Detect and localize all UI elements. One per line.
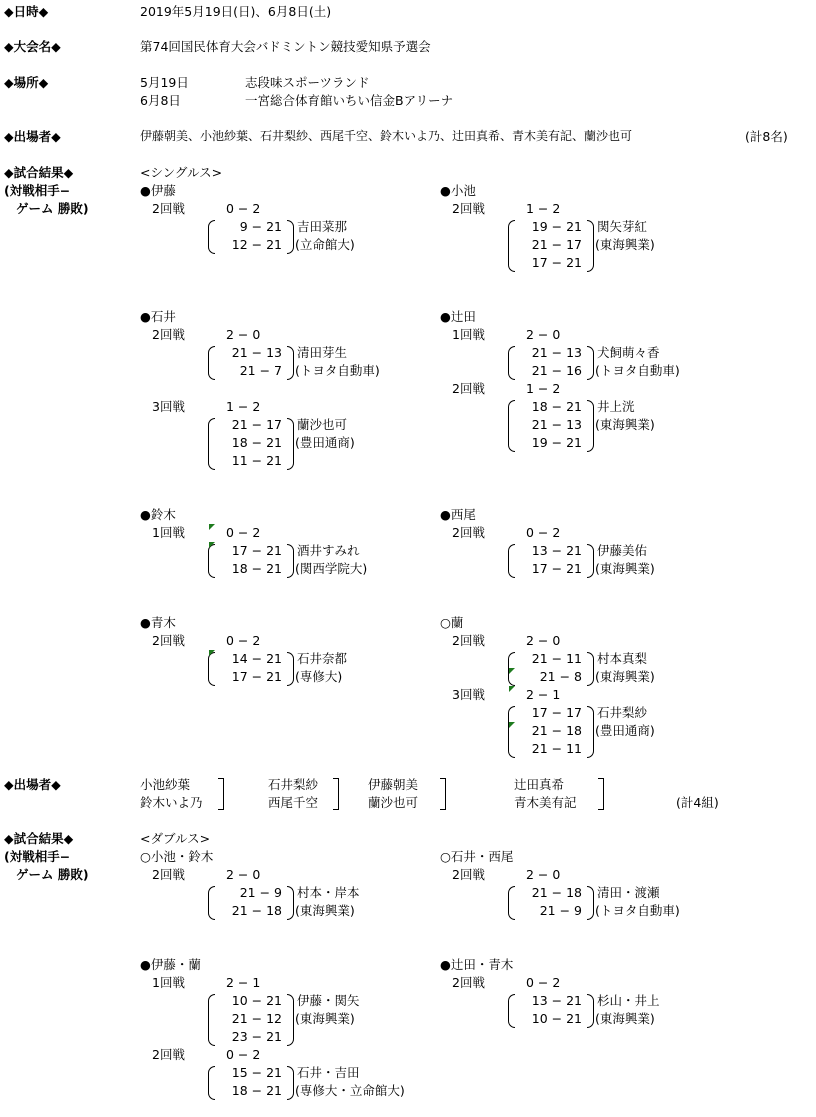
score-bracket-right [587,220,594,272]
round-label: 2回戦 [452,381,485,396]
match-result: 2 − 0 [226,327,261,342]
game-score: 21 − 18 [231,903,282,918]
pair-player: 鈴木いよ乃 [140,795,203,810]
comment-marker-icon [209,650,215,656]
comment-marker-icon [209,542,215,548]
opponent-name: 清田・渡瀬 [597,885,660,900]
opponent-name: 石井奈都 [297,651,348,666]
match-result: 1 − 2 [526,201,561,216]
players-label: ◆出場者◆ [4,129,61,144]
round-label: 2回戦 [152,1047,185,1062]
pair-player: 伊藤朝美 [368,777,419,792]
player-name: ○小池・鈴木 [140,849,214,864]
event-value: 第74回国民体育大会バドミントン競技愛知県予選会 [140,39,431,54]
score-bracket-right [587,544,594,578]
score-bracket-left [508,400,515,452]
round-label: 2回戦 [152,867,185,882]
round-label: 3回戦 [452,687,485,702]
game-score: 17 − 21 [231,669,282,684]
opponent-name: 伊藤・関矢 [297,993,360,1008]
game-score: 17 − 21 [231,543,282,558]
game-score: 21 − 17 [531,237,582,252]
game-score: 17 − 21 [531,561,582,576]
game-score: 9 − 21 [239,219,282,234]
match-result: 2 − 0 [526,633,561,648]
match-result: 1 − 2 [526,381,561,396]
venue-label: ◆場所◆ [4,75,49,90]
pair-player: 青木美有記 [514,795,577,810]
opponent-team: (東海興業) [595,561,655,576]
opponent-name: 村本真梨 [597,651,648,666]
opponent-name: 村本・岸本 [297,885,360,900]
score-bracket-right [287,886,294,920]
pair-bracket [598,778,604,810]
players-total: (計8名) [745,129,788,144]
player-name: ●辻田・青木 [440,957,514,972]
score-bracket-left [208,418,215,470]
match-result: 2 − 0 [526,327,561,342]
game-score: 10 − 21 [231,993,282,1008]
opponent-team: (豊田通商) [295,435,355,450]
match-result: 0 − 2 [526,975,561,990]
game-score: 21 − 11 [531,741,582,756]
player-name: ●小池 [440,183,476,198]
match-result: 0 − 2 [226,525,261,540]
opponent-name: 石井・吉田 [297,1065,360,1080]
opponent-team: (豊田通商) [595,723,655,738]
score-bracket-left [508,220,515,272]
pairs-total: (計4組) [676,795,719,810]
venue-date: 5月19日 [140,75,189,90]
comment-marker-icon [509,686,515,692]
round-label: 1回戦 [452,327,485,342]
score-bracket-left [208,886,215,920]
pair-player: 西尾千空 [268,795,319,810]
comment-marker-icon [509,722,515,728]
opponent-name: 吉田菜那 [297,219,348,234]
player-name: ●鈴木 [140,507,176,522]
game-score: 23 − 21 [231,1029,282,1044]
score-bracket-left [208,994,215,1046]
score-bracket-right [587,706,594,758]
game-score: 19 − 21 [531,435,582,450]
opponent-team: (関西学院大) [295,561,368,576]
results-sublabel: (対戦相手− [4,183,71,198]
score-bracket-right [587,886,594,920]
match-result: 2 − 1 [226,975,261,990]
date-label: ◆日時◆ [4,4,49,19]
comment-marker-icon [209,524,215,530]
opponent-name: 蘭沙也可 [297,417,348,432]
score-bracket-left [208,1066,215,1100]
score-bracket-right [287,652,294,686]
score-bracket-right [287,418,294,470]
game-score: 21 − 9 [239,885,282,900]
player-name: ●西尾 [440,507,476,522]
match-result: 2 − 0 [226,867,261,882]
score-bracket-left [508,346,515,380]
pair-player: 蘭沙也可 [368,795,419,810]
round-label: 2回戦 [152,327,185,342]
opponent-team: (トヨタ自動車) [595,363,680,378]
game-score: 21 − 18 [531,885,582,900]
venue-date: 6月8日 [140,93,181,108]
player-name: ●辻田 [440,309,476,324]
pair-bracket [333,778,339,810]
game-score: 21 − 13 [231,345,282,360]
game-score: 21 − 12 [231,1011,282,1026]
match-result: 1 − 2 [226,399,261,414]
game-score: 21 − 11 [531,651,582,666]
venue-place: 一宮総合体育館いちい信金Bアリーナ [245,93,454,108]
game-score: 21 − 9 [539,903,582,918]
match-result: 0 − 2 [226,633,261,648]
singles-title: <シングルス> [140,165,223,180]
player-name: ●伊藤 [140,183,176,198]
pair-player: 辻田真希 [514,777,565,792]
round-label: 2回戦 [452,633,485,648]
pairs-label: ◆出場者◆ [4,777,61,792]
doubles-title: <ダブルス> [140,831,211,846]
round-label: 3回戦 [152,399,185,414]
opponent-name: 石井梨紗 [597,705,648,720]
player-name: ●伊藤・蘭 [140,957,201,972]
round-label: 1回戦 [152,975,185,990]
score-bracket-left [508,544,515,578]
results-sublabel: (対戦相手− [4,849,71,864]
opponent-team: (東海興業) [595,1011,655,1026]
game-score: 13 − 21 [531,543,582,558]
round-label: 2回戦 [452,975,485,990]
score-bracket-left [208,652,215,686]
score-bracket-left [508,886,515,920]
game-score: 15 − 21 [231,1065,282,1080]
results-label: ◆試合結果◆ [4,831,74,846]
score-bracket-right [287,220,294,254]
game-score: 21 − 16 [531,363,582,378]
game-score: 10 − 21 [531,1011,582,1026]
match-result: 2 − 0 [526,867,561,882]
match-result: 0 − 2 [526,525,561,540]
opponent-team: (東海興業) [295,903,355,918]
results-label: ◆試合結果◆ [4,165,74,180]
round-label: 2回戦 [452,867,485,882]
player-name: ○蘭 [440,615,464,630]
match-result: 0 − 2 [226,201,261,216]
event-label: ◆大会名◆ [4,39,61,54]
pair-bracket [440,778,446,810]
date-value: 2019年5月19日(日)、6月8日(土) [140,4,332,19]
game-score: 21 − 7 [239,363,282,378]
score-bracket-right [587,400,594,452]
score-bracket-left [208,346,215,380]
round-label: 2回戦 [452,525,485,540]
opponent-team: (専修大) [295,669,343,684]
score-bracket-right [587,346,594,380]
game-score: 17 − 17 [531,705,582,720]
pair-player: 小池紗葉 [140,777,191,792]
score-bracket-left [208,544,215,578]
game-score: 14 − 21 [231,651,282,666]
game-score: 19 − 21 [531,219,582,234]
opponent-team: (東海興業) [295,1011,355,1026]
opponent-team: (専修大・立命館大) [295,1083,405,1098]
game-score: 21 − 17 [231,417,282,432]
score-bracket-right [287,1066,294,1100]
score-bracket-right [587,652,594,686]
game-score: 17 − 21 [531,255,582,270]
opponent-name: 清田芽生 [297,345,348,360]
game-score: 18 − 21 [531,399,582,414]
game-score: 18 − 21 [231,1083,282,1098]
round-label: 2回戦 [152,633,185,648]
results-sublabel: ゲーム 勝敗) [16,867,89,882]
opponent-name: 井上洸 [597,399,635,414]
match-result: 0 − 2 [226,1047,261,1062]
match-result: 2 − 1 [526,687,561,702]
pair-bracket [218,778,224,810]
player-name: ●青木 [140,615,176,630]
opponent-team: (東海興業) [595,669,655,684]
results-sublabel: ゲーム 勝敗) [16,201,89,216]
game-score: 11 − 21 [231,453,282,468]
score-bracket-right [287,994,294,1046]
game-score: 21 − 13 [531,417,582,432]
game-score: 21 − 13 [531,345,582,360]
pair-player: 石井梨紗 [268,777,319,792]
score-bracket-left [208,220,215,254]
game-score: 21 − 18 [531,723,582,738]
round-label: 2回戦 [452,201,485,216]
score-bracket-right [587,994,594,1028]
game-score: 18 − 21 [231,561,282,576]
opponent-team: (東海興業) [595,237,655,252]
game-score: 12 − 21 [231,237,282,252]
player-name: ○石井・西尾 [440,849,514,864]
score-bracket-left [508,706,515,758]
opponent-team: (トヨタ自動車) [595,903,680,918]
game-score: 18 − 21 [231,435,282,450]
player-name: ●石井 [140,309,176,324]
opponent-name: 酒井すみれ [297,543,360,558]
opponent-name: 伊藤美佑 [597,543,648,558]
players-value: 伊藤朝美、小池紗葉、石井梨紗、西尾千空、鈴木いよ乃、辻田真希、青木美有記、蘭沙也可 [140,129,633,143]
game-score: 21 − 8 [539,669,582,684]
opponent-name: 犬飼萌々香 [597,345,660,360]
score-bracket-right [287,544,294,578]
opponent-name: 関矢芽紅 [597,219,648,234]
opponent-team: (東海興業) [595,417,655,432]
venue-place: 志段味スポーツランド [245,75,370,90]
comment-marker-icon [509,668,515,674]
score-bracket-left [508,994,515,1028]
opponent-name: 杉山・井上 [597,993,660,1008]
round-label: 2回戦 [152,201,185,216]
opponent-team: (立命館大) [295,237,355,252]
round-label: 1回戦 [152,525,185,540]
score-bracket-right [287,346,294,380]
game-score: 13 − 21 [531,993,582,1008]
opponent-team: (トヨタ自動車) [295,363,380,378]
